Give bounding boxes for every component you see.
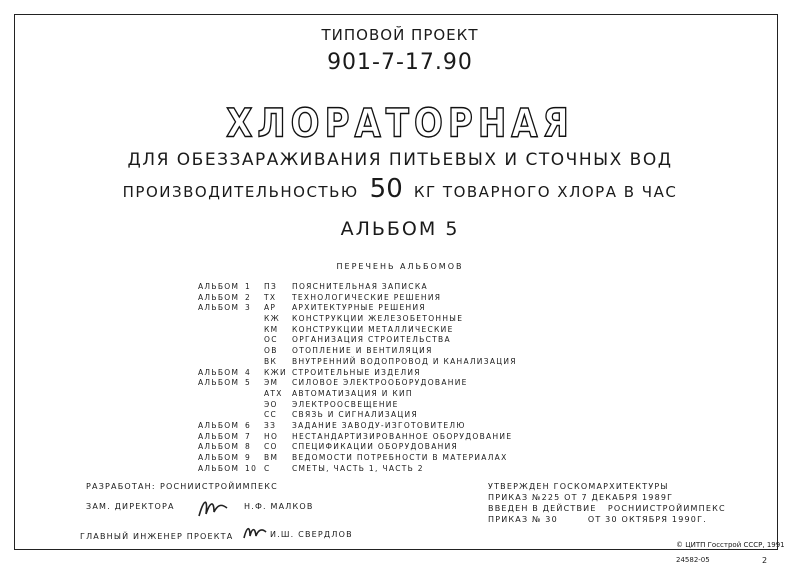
section-code: КЖ — [264, 314, 281, 324]
album-label: АЛЬБОМ — [198, 378, 240, 388]
album-row — [0, 442, 800, 453]
section-code: АТХ — [264, 388, 283, 398]
section-description: ВНУТРЕННИЙ ВОДОПРОВОД И КАНАЛИЗАЦИЯ — [292, 356, 517, 366]
deputy-title: ЗАМ. ДИРЕКТОРА — [86, 502, 175, 511]
album-row — [0, 378, 800, 389]
section-code: ЭМ — [264, 378, 279, 388]
album-row — [0, 282, 800, 293]
section-description: СВЯЗЬ И СИГНАЛИЗАЦИЯ — [292, 410, 418, 420]
album-row — [0, 400, 800, 411]
section-description: ВЕДОМОСТИ ПОТРЕБНОСТИ В МАТЕРИАЛАХ — [292, 453, 508, 462]
album-row — [0, 389, 800, 400]
album-num: 7 — [245, 431, 252, 441]
capacity-number: 50 — [369, 174, 403, 204]
album-num: 5 — [245, 378, 252, 388]
section-code: С — [264, 463, 271, 473]
section-description: НЕСТАНДАРТИЗИРОВАННОЕ ОБОРУДОВАНИЕ — [292, 431, 513, 441]
section-description: ОТОПЛЕНИЕ И ВЕНТИЛЯЦИЯ — [292, 346, 433, 356]
section-code: ОС — [264, 335, 278, 345]
album-label: АЛЬБОМ — [198, 292, 240, 302]
album-num: 6 — [245, 420, 252, 430]
album-row — [0, 357, 800, 368]
album-num: 2 — [245, 292, 252, 302]
album-label: АЛЬБОМ — [198, 420, 240, 430]
section-description: КОНСТРУКЦИИ МЕТАЛЛИЧЕСКИЕ — [292, 324, 454, 334]
album-row — [0, 421, 800, 432]
section-code: ОВ — [264, 346, 278, 356]
album-label: АЛЬБОМ — [198, 282, 240, 291]
section-description: КОНСТРУКЦИИ ЖЕЛЕЗОБЕТОННЫЕ — [292, 314, 464, 324]
developer-org: РОСНИИСТРОЙИМПЕКС — [160, 482, 278, 491]
project-number: 901-7-17.90 — [327, 50, 473, 75]
chief-signature — [242, 522, 268, 546]
deputy-name: Н.Ф. МАЛКОВ — [244, 502, 314, 511]
section-code: СО — [264, 442, 278, 452]
section-code: ЭО — [264, 399, 278, 409]
album-num: 4 — [245, 367, 252, 377]
section-code: СС — [264, 410, 278, 420]
album-row — [0, 303, 800, 314]
albums-list-heading: ПЕРЕЧЕНЬ АЛЬБОМОВ — [336, 262, 464, 271]
title-line-1: ДЛЯ ОБЕЗЗАРАЖИВАНИЯ ПИТЬЕВЫХ И СТОЧНЫХ ВОД — [127, 150, 673, 170]
album-row — [0, 335, 800, 346]
album-label: АЛЬБОМ — [198, 463, 240, 473]
copyright: © ЦИТП Госстрой СССР, 1991 — [676, 541, 785, 549]
album-row — [0, 314, 800, 325]
section-code: ЗЗ — [264, 420, 277, 430]
album-row — [0, 432, 800, 443]
album-row — [0, 410, 800, 421]
section-description: АРХИТЕКТУРНЫЕ РЕШЕНИЯ — [292, 303, 426, 313]
album-row — [0, 368, 800, 379]
album-num: 3 — [245, 303, 252, 313]
album-label: АЛЬБОМ — [198, 303, 240, 313]
document-title: ХЛОРАТОРНАЯ — [226, 101, 574, 147]
document-code: 24582-05 — [676, 556, 710, 564]
section-code: КЖИ — [264, 367, 287, 377]
section-description: ТЕХНОЛОГИЧЕСКИЕ РЕШЕНИЯ — [292, 292, 442, 302]
section-description: ЭЛЕКТРООСВЕЩЕНИЕ — [292, 399, 399, 409]
album-label: АЛЬБОМ — [198, 367, 240, 377]
title-line-2 — [0, 174, 800, 204]
album-label: АЛЬБОМ — [198, 431, 240, 441]
section-code: ВМ — [264, 453, 279, 462]
album-row — [0, 453, 800, 464]
section-code: ТХ — [264, 292, 277, 302]
album-row — [0, 293, 800, 304]
approval-line-1: УТВЕРЖДЕН ГОСКОМАРХИТЕКТУРЫ — [488, 482, 669, 491]
albums-list — [0, 282, 800, 474]
album-num: 9 — [245, 453, 252, 462]
album-row — [0, 325, 800, 336]
section-code: КМ — [264, 324, 279, 334]
album-row — [0, 346, 800, 357]
album-num: 10 — [245, 463, 258, 473]
section-code: АР — [264, 303, 277, 313]
section-description: АВТОМАТИЗАЦИЯ И КИП — [292, 388, 413, 398]
album-label: АЛЬБОМ — [198, 453, 240, 462]
section-code: ПЗ — [264, 282, 278, 291]
section-description: СИЛОВОЕ ЭЛЕКТРООБОРУДОВАНИЕ — [292, 378, 468, 388]
album-number: АЛЬБОМ 5 — [340, 218, 460, 240]
chief-name: И.Ш. СВЕРДЛОВ — [270, 530, 353, 539]
section-description: ОРГАНИЗАЦИЯ СТРОИТЕЛЬСТВА — [292, 335, 451, 345]
title-line-2-prefix: ПРОИЗВОДИТЕЛЬНОСТЬЮ — [122, 183, 359, 201]
chief-title: ГЛАВНЫЙ ИНЖЕНЕР ПРОЕКТА — [80, 532, 234, 541]
section-description: СМЕТЫ, ЧАСТЬ 1, ЧАСТЬ 2 — [292, 463, 424, 473]
section-code: ВК — [264, 356, 278, 366]
section-description: ЗАДАНИЕ ЗАВОДУ-ИЗГОТОВИТЕЛЮ — [292, 420, 466, 430]
album-row — [0, 464, 800, 475]
project-type-label: ТИПОВОЙ ПРОЕКТ — [321, 26, 479, 44]
approval-line-2: ПРИКАЗ №225 ОТ 7 ДЕКАБРЯ 1989Г — [488, 493, 674, 502]
album-num: 1 — [245, 282, 252, 291]
section-description: СТРОИТЕЛЬНЫЕ ИЗДЕЛИЯ — [292, 367, 421, 377]
deputy-signature — [196, 494, 230, 525]
section-description: СПЕЦИФИКАЦИИ ОБОРУДОВАНИЯ — [292, 442, 459, 452]
approval-line-4: ПРИКАЗ № 30 ОТ 30 ОКТЯБРЯ 1990Г. — [488, 515, 707, 524]
section-description: ПОЯСНИТЕЛЬНАЯ ЗАПИСКА — [292, 282, 428, 291]
album-num: 8 — [245, 442, 252, 452]
album-label: АЛЬБОМ — [198, 442, 240, 452]
approval-line-3: ВВЕДЕН В ДЕЙСТВИЕ РОСНИИСТРОЙИМПЕКС — [488, 504, 726, 513]
page-number: 2 — [762, 556, 768, 565]
developer-label: РАЗРАБОТАН: — [86, 482, 156, 491]
section-code: НО — [264, 431, 279, 441]
title-line-2-suffix: КГ ТОВАРНОГО ХЛОРА В ЧАС — [413, 183, 678, 201]
